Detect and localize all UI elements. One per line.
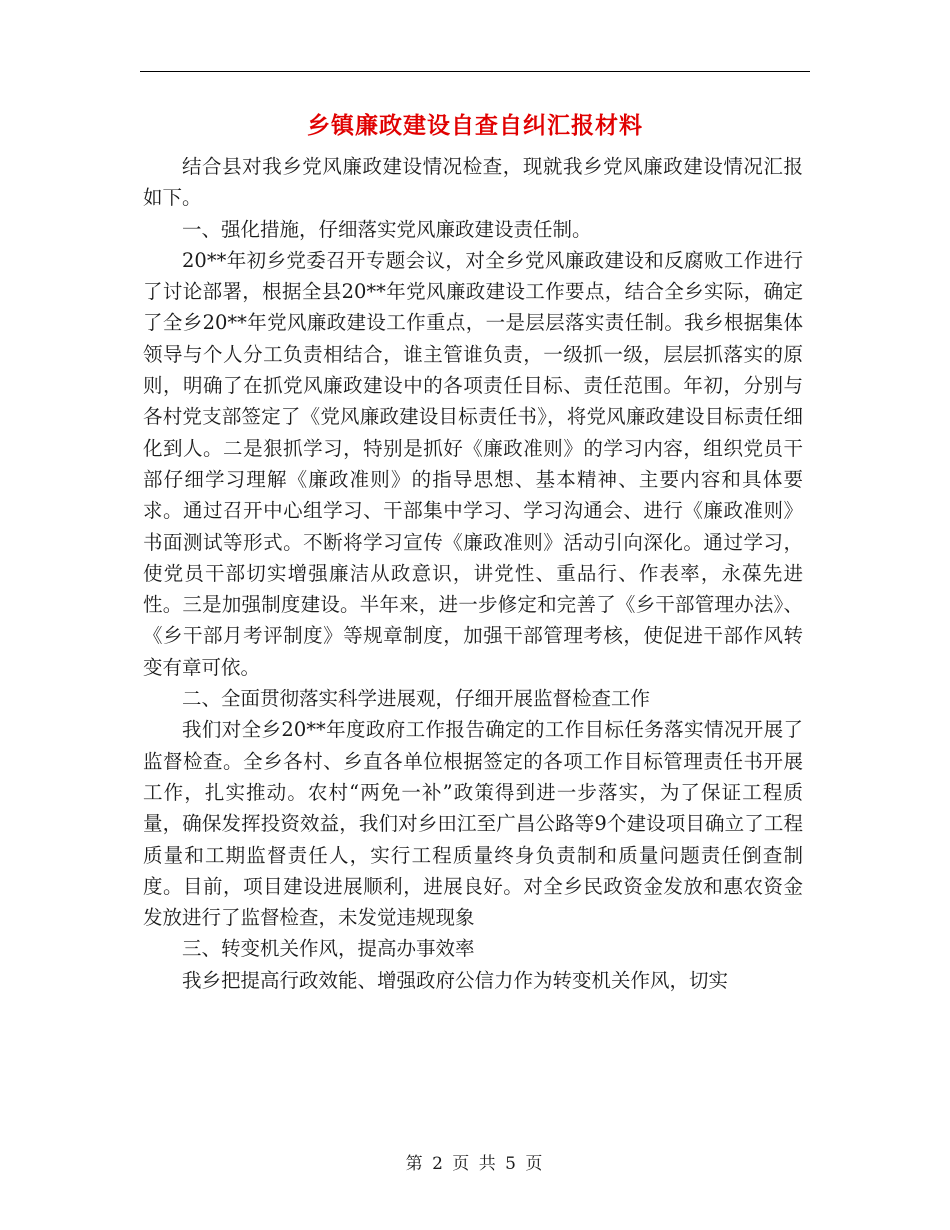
paragraph-section-3: 我乡把提高行政效能、增强政府公信力作为转变机关作风，切实 xyxy=(182,968,729,992)
paragraph-section-1: 20**年初乡党委召开专题会议，对全乡党风廉政建设和反腐败工作进行了讨论部署，根据全县20**年党风廉政建设工作要点，结合全乡实际，确定了全乡20**年党风廉政建设工作重点，一是层层落实责任制。我乡根据集体领导与个人分工负责相结合，谁主管谁负责，一级抓一级，层层抓落实的原则，明确了在抓党风廉政建设中的各项责任目标、责任范围。年初，分别与各村党支部签定了《党风廉政建设目标责任书》，将党风廉政建设目标责任细化到人。二是狠抓学习，特别是抓好《廉政准则》的学习内容，组织党员干部仔细学习理解《廉政准则》的指导思想、基本精神、主要内容和具体要求。通过召开中心组学习、干部集中学习、学习沟通会、进行《廉政准则》书面测试等形式。不断将学习宣传《廉政准则》活动引向深化。通过学习，使党员干部切实增强廉洁从政意识，讲党性、重品行、作表率，永葆先进性。三是加强制度建设。半年来，进一步修定和完善了《乡干部管理办法》、《乡干部月考评制度》等规章制度，加强干部管理考核，使促进干部作风转变有章可依。 xyxy=(143,248,803,679)
page-number-footer: 第 2 页 共 5 页 xyxy=(405,1154,545,1174)
paragraph-intro: 结合县对我乡党风廉政建设情况检查，现就我乡党风廉政建设情况汇报如下。 xyxy=(143,155,803,210)
paragraph-section-2: 我们对全乡20**年度政府工作报告确定的工作目标任务落实情况开展了监督检查。全乡各村、乡直各单位根据签定的各项工作目标管理责任书开展工作，扎实推动。农村“两免一补”政策得到进一步落实，为了保证工程质量，确保发挥投资效益，我们对乡田江至广昌公路等9个建设项目确立了工程质量和工期监督责任人，实行工程质量终身负责制和质量问题责任倒查制度。目前，项目建设进展顺利，进展良好。对全乡民政资金发放和惠农资金发放进行了监督检查，未发觉违规现象 xyxy=(143,718,803,930)
header-rule xyxy=(140,71,810,72)
section-heading-2: 二、全面贯彻落实科学进展观，仔细开展监督检查工作 xyxy=(182,687,651,711)
document-title: 乡镇廉政建设自查自纠汇报材料 xyxy=(307,112,643,139)
document-body xyxy=(143,151,803,996)
section-heading-1: 一、强化措施，仔细落实党风廉政建设责任制。 xyxy=(182,217,592,241)
section-heading-3: 三、转变机关作风，提高办事效率 xyxy=(182,937,475,961)
